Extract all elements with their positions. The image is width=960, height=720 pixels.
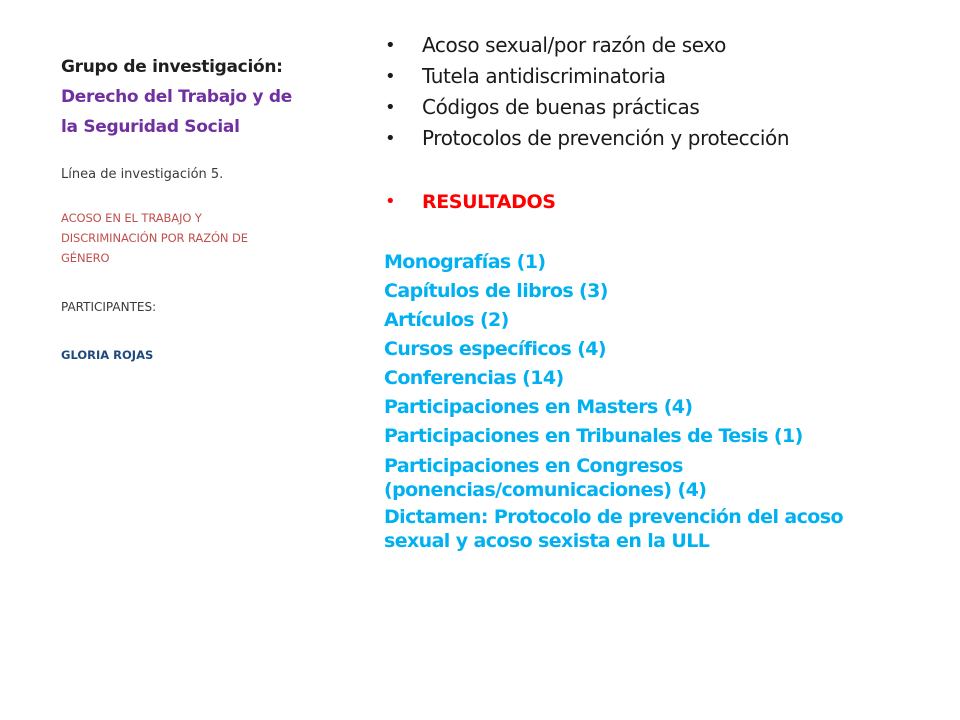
opinion-line-1: Dictamen: Protocolo de prevención del acoso [384,506,843,528]
congresses-line-2: (ponencias/comunicaciones) (4) [384,479,707,501]
result-item: Participaciones en Masters (4) [384,396,693,418]
topic-line-2: DISCRIMINACIÓN POR RAZÓN DE [61,231,248,245]
results-list [384,248,944,553]
topic-item-label: Tutela antidiscriminatoria [422,64,666,88]
result-item: Capítulos de libros (3) [384,280,608,302]
topic-item [384,92,944,123]
bullet-icon: • [385,35,396,56]
topic-item [384,61,944,92]
result-item: Artículos (2) [384,309,509,331]
result-item-congresses [384,454,944,502]
group-title [61,52,351,142]
right-column [384,30,944,569]
participant-name: GLORIA ROJAS [61,348,154,362]
bullet-icon: • [385,191,396,212]
topic-item-label: Acoso sexual/por razón de sexo [422,33,726,57]
topics-list [384,30,944,154]
left-column [61,52,351,364]
topic-line-1: ACOSO EN EL TRABAJO Y [61,211,202,225]
bullet-icon: • [385,66,396,87]
opinion-line-2: sexual y acoso sexista en la ULL [384,530,710,552]
group-name-line-1: Derecho del Trabajo y de [61,87,292,107]
result-item-opinion [384,505,944,553]
topic-item-label: Códigos de buenas prácticas [422,95,700,119]
research-line: Línea de investigación 5. [61,167,224,182]
topic-item-label: Protocolos de prevención y protección [422,126,790,150]
group-name-line-2: la Seguridad Social [61,117,240,137]
result-item: Monografías (1) [384,251,546,273]
research-topic [61,208,351,268]
group-label: Grupo de investigación: [61,57,283,77]
bullet-icon: • [385,128,396,149]
topic-item [384,123,944,154]
participants-label: PARTICIPANTES: [61,300,157,314]
topic-line-3: GÉNERO [61,251,110,265]
results-heading [384,187,944,217]
result-item: Conferencias (14) [384,367,564,389]
congresses-line-1: Participaciones en Congresos [384,455,683,477]
result-item: Cursos específicos (4) [384,338,606,360]
bullet-icon: • [385,97,396,118]
topic-item [384,30,944,61]
result-item: Participaciones en Tribunales de Tesis (1) [384,425,803,447]
results-heading-label: RESULTADOS [422,191,556,213]
